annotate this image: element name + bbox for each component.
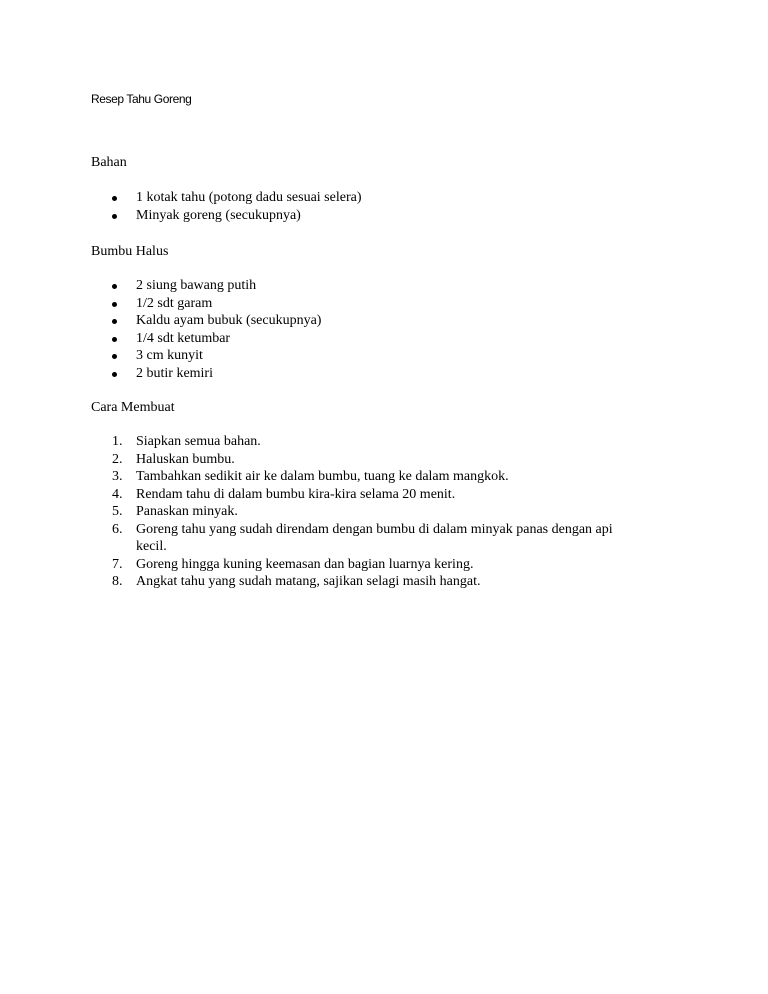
- step-number: 6.: [112, 521, 123, 537]
- list-item: [0, 365, 321, 383]
- step-text: Tambahkan sedikit air ke dalam bumbu, tuang ke dalam mangkok.: [136, 469, 509, 484]
- section-heading-bahan: Bahan: [91, 155, 127, 170]
- bahan-list: [0, 189, 362, 224]
- step-number: 3.: [112, 469, 123, 484]
- step-text: Goreng tahu yang sudah direndam dengan bumbu di dalam minyak panas dengan api kecil.: [136, 521, 613, 554]
- bullet-icon: [112, 319, 117, 324]
- step-number: 5.: [112, 504, 123, 519]
- step-number: 1.: [112, 434, 123, 449]
- step-item: [0, 433, 646, 451]
- bullet-icon: [112, 372, 117, 377]
- list-item-text: 2 siung bawang putih: [136, 278, 257, 293]
- list-item: [0, 189, 362, 207]
- bullet-icon: [112, 284, 117, 289]
- bullet-icon: [112, 214, 117, 219]
- step-text: Rendam tahu di dalam bumbu kira-kira selama 20 menit.: [136, 486, 456, 502]
- step-item: [0, 573, 646, 591]
- step-text: Panaskan minyak.: [136, 504, 238, 519]
- step-item: [0, 486, 646, 504]
- list-item-text: Kaldu ayam bubuk (secukupnya): [136, 313, 322, 328]
- step-item: [0, 468, 646, 486]
- list-item-text: 3 cm kunyit: [136, 348, 203, 363]
- list-item: [0, 347, 321, 365]
- step-item: [0, 503, 646, 521]
- bullet-icon: [112, 196, 117, 201]
- bullet-icon: [112, 337, 117, 342]
- list-item-text: 1/2 sdt garam: [136, 295, 213, 311]
- bumbu-halus-list: [0, 277, 321, 382]
- list-item-text: 1 kotak tahu (potong dadu sesuai selera): [136, 190, 362, 205]
- step-number: 4.: [112, 486, 123, 502]
- step-item: [0, 521, 646, 556]
- step-text: Haluskan bumbu.: [136, 451, 235, 467]
- cara-membuat-list: [0, 433, 646, 591]
- document-title: Resep Tahu Goreng: [91, 92, 192, 106]
- step-text: Goreng hingga kuning keemasan dan bagian luarnya kering.: [136, 556, 474, 572]
- list-item: [0, 207, 362, 225]
- list-item: [0, 312, 321, 330]
- list-item-text: 1/4 sdt ketumbar: [136, 330, 231, 346]
- section-heading-bumbu-halus: Bumbu Halus: [91, 244, 169, 259]
- list-item-text: 2 butir kemiri: [136, 365, 213, 381]
- step-item: [0, 451, 646, 469]
- list-item: [0, 295, 321, 313]
- list-item: [0, 277, 321, 295]
- step-text: Siapkan semua bahan.: [136, 434, 261, 449]
- list-item-text: Minyak goreng (secukupnya): [136, 207, 301, 223]
- step-number: 2.: [112, 451, 123, 467]
- bullet-icon: [112, 354, 117, 359]
- step-number: 8.: [112, 574, 123, 589]
- step-item: [0, 556, 646, 574]
- step-text: Angkat tahu yang sudah matang, sajikan selagi masih hangat.: [136, 574, 481, 589]
- step-number: 7.: [112, 556, 123, 572]
- list-item: [0, 330, 321, 348]
- bullet-icon: [112, 302, 117, 307]
- section-heading-cara-membuat: Cara Membuat: [91, 400, 175, 415]
